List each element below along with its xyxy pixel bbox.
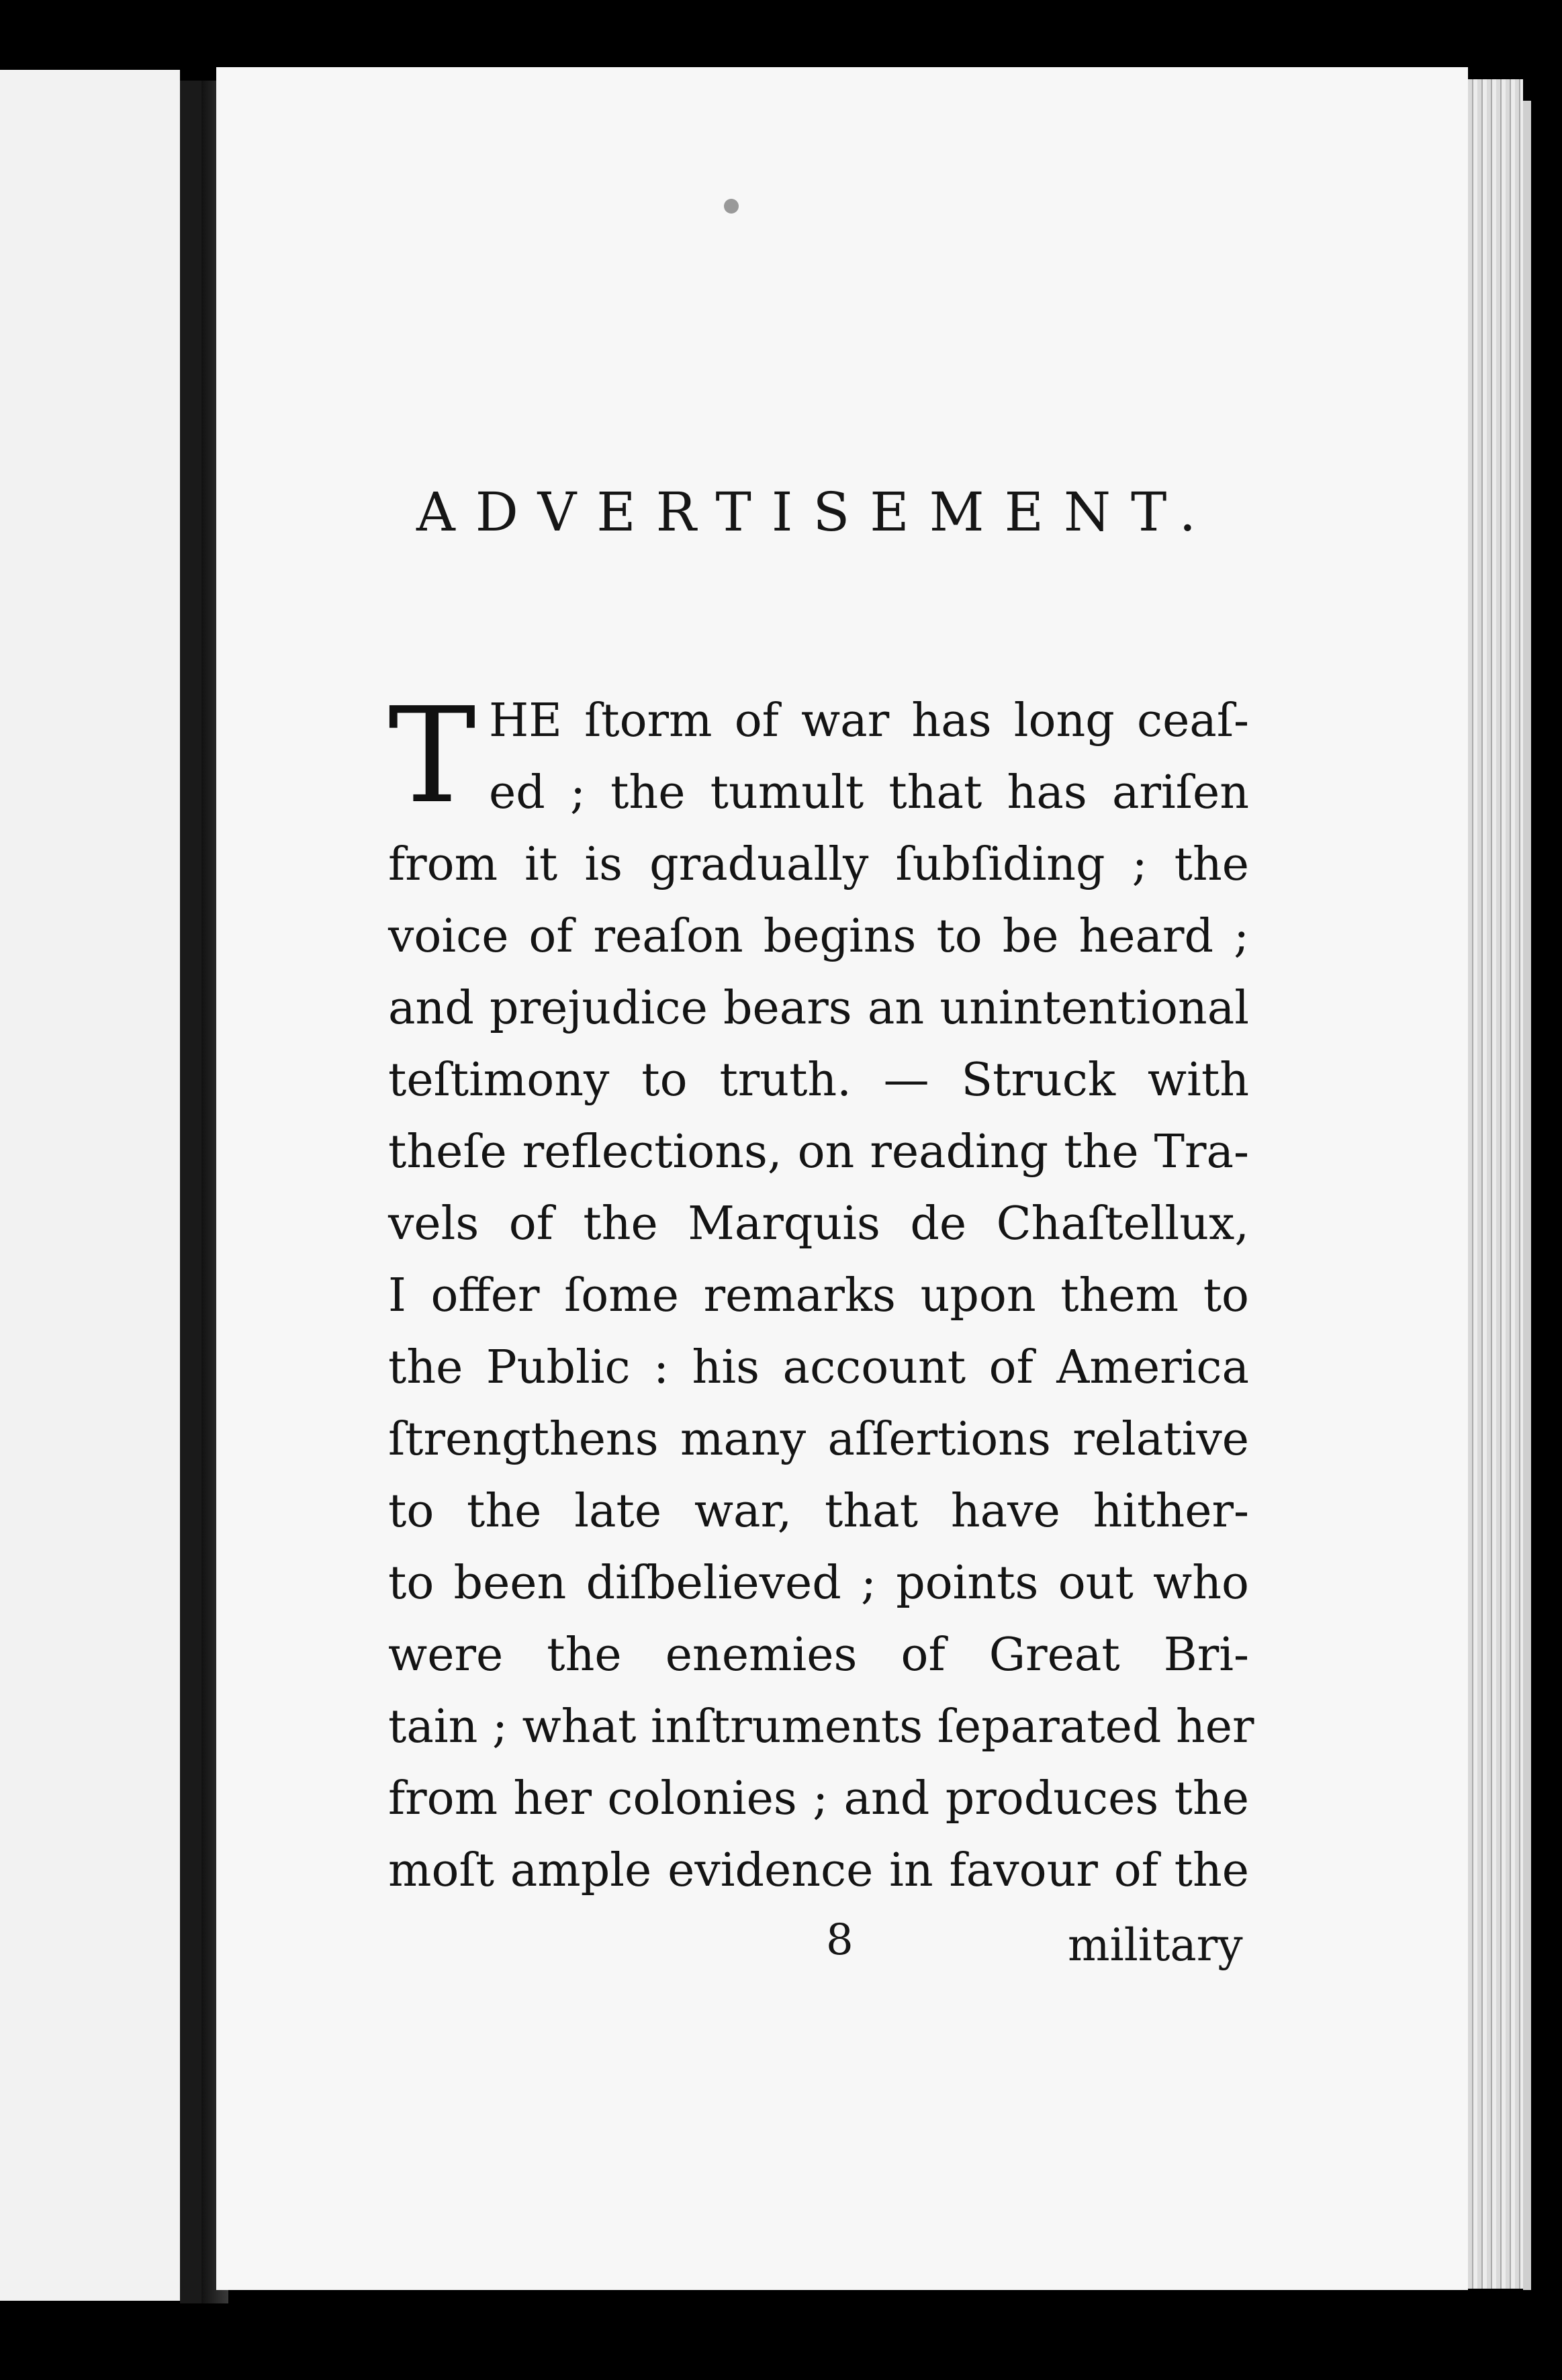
ink-speck xyxy=(724,199,739,214)
text-line: moſt ample evidence in favour of the xyxy=(388,1844,1249,1897)
page-edges xyxy=(1468,79,1523,2289)
text-line: from it is gradually ſubſiding ; the xyxy=(388,838,1249,891)
text-line: HE ſtorm of war has long ceaſ- xyxy=(489,694,1249,747)
facing-page-edge xyxy=(0,70,180,2301)
catchword: military xyxy=(1068,1919,1243,1971)
text-line: from her colonies ; and produces the xyxy=(388,1772,1249,1825)
text-line: teſtimony to truth. — Struck with xyxy=(388,1054,1249,1107)
text-line: ſtrengthens many aſſertions relative xyxy=(388,1413,1249,1466)
text-line: voice of reaſon begins to be heard ; xyxy=(388,910,1249,963)
body-text xyxy=(388,680,1254,1907)
text-line: vels of the Marquis de Chaſtellux, xyxy=(388,1197,1249,1250)
signature-mark: 8 xyxy=(826,1915,854,1965)
text-line: theſe reflections, on reading the Tra- xyxy=(388,1126,1249,1179)
text-line: tain ; what inſtruments ſeparated her xyxy=(388,1700,1254,1753)
page-edges-outer xyxy=(1523,101,1531,2290)
text-line: ed ; the tumult that has ariſen xyxy=(489,766,1249,819)
text-line: the Public : his account of America xyxy=(388,1341,1249,1394)
drop-cap: T xyxy=(388,680,476,833)
page-heading: ADVERTISEMENT. xyxy=(416,481,1217,543)
text-line: I offer ſome remarks upon them to xyxy=(388,1269,1249,1322)
text-line: to been diſbelieved ; points out who xyxy=(388,1557,1249,1610)
text-line: to the late war, that have hither- xyxy=(388,1485,1249,1538)
text-line: and prejudice bears an unintentional xyxy=(388,982,1249,1035)
text-line: were the enemies of Great Bri- xyxy=(388,1629,1249,1682)
